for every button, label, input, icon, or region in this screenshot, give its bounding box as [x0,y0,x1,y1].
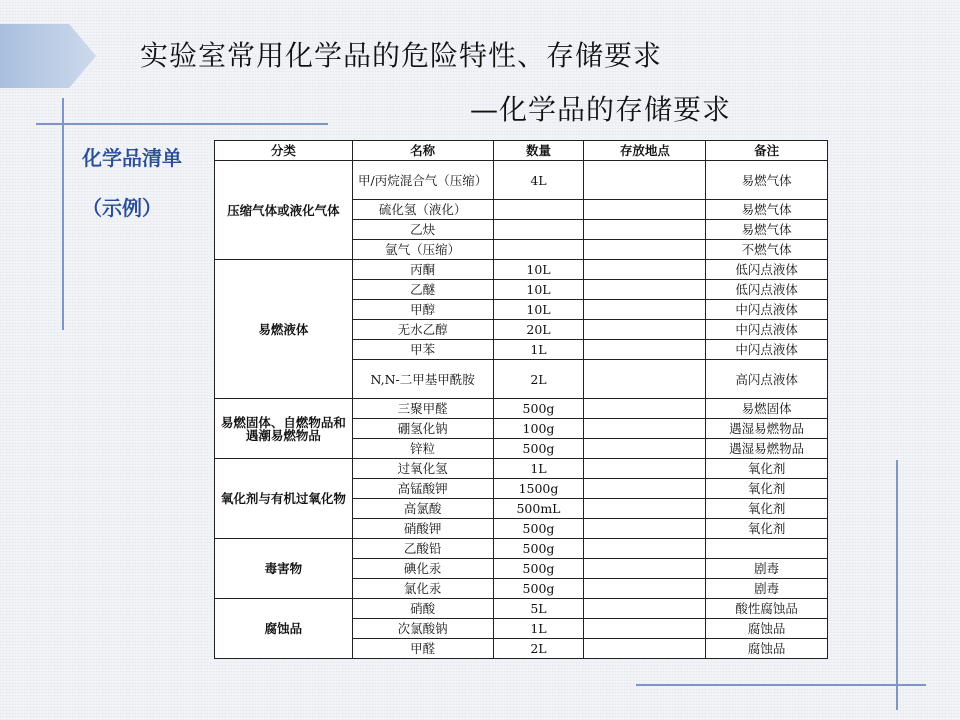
quantity-cell: 1L [493,619,584,639]
chemical-name-cell: 乙炔 [352,220,493,240]
quantity-cell: 10L [493,300,584,320]
location-cell [584,639,706,659]
location-cell [584,559,706,579]
note-cell: 剧毒 [706,559,828,579]
location-cell [584,360,706,399]
note-cell: 中闪点液体 [706,320,828,340]
quantity-cell: 500g [493,579,584,599]
location-cell [584,439,706,459]
location-cell [584,161,706,200]
header-category: 分类 [215,141,353,161]
location-cell [584,479,706,499]
top-horizontal-rule [36,123,328,125]
location-cell [584,260,706,280]
title-chevron-decoration [0,24,96,88]
note-cell: 易燃气体 [706,220,828,240]
note-cell: 易燃气体 [706,200,828,220]
table-row [215,161,828,200]
chemical-name-cell: 乙醚 [352,280,493,300]
chemical-name-cell: 甲醛 [352,639,493,659]
category-cell: 压缩气体或液化气体 [215,161,353,260]
chemical-name-cell: 过氧化氢 [352,459,493,479]
chemical-name-cell: 丙酮 [352,260,493,280]
location-cell [584,220,706,240]
quantity-cell: 1L [493,340,584,360]
note-cell: 酸性腐蚀品 [706,599,828,619]
quantity-cell: 1L [493,459,584,479]
quantity-cell: 100g [493,419,584,439]
category-cell: 毒害物 [215,539,353,599]
quantity-cell [493,220,584,240]
quantity-cell: 500g [493,439,584,459]
location-cell [584,519,706,539]
chemical-name-cell: 硝酸 [352,599,493,619]
chemical-name-cell: 甲/丙烷混合气（压缩） [352,161,493,200]
note-cell [706,539,828,559]
quantity-cell: 5L [493,599,584,619]
location-cell [584,340,706,360]
note-cell: 遇湿易燃物品 [706,419,828,439]
location-cell [584,419,706,439]
note-cell: 高闪点液体 [706,360,828,399]
location-cell [584,399,706,419]
quantity-cell [493,200,584,220]
chemical-name-cell: 氩气（压缩） [352,240,493,260]
page-subtitle: —化学品的存储要求 [470,93,732,126]
category-cell: 易燃液体 [215,260,353,399]
chemical-name-cell: 氯化汞 [352,579,493,599]
quantity-cell: 2L [493,639,584,659]
note-cell: 氧化剂 [706,499,828,519]
side-note: （示例） [82,196,162,220]
side-label: 化学品清单 [82,146,182,170]
chemical-name-cell: 乙酸铅 [352,539,493,559]
note-cell: 氧化剂 [706,479,828,499]
location-cell [584,619,706,639]
note-cell: 腐蚀品 [706,639,828,659]
quantity-cell: 500g [493,399,584,419]
chemical-name-cell: 碘化汞 [352,559,493,579]
note-cell: 剧毒 [706,579,828,599]
location-cell [584,320,706,340]
quantity-cell: 500g [493,519,584,539]
table-row [215,539,828,559]
quantity-cell: 2L [493,360,584,399]
quantity-cell: 500g [493,559,584,579]
table-row [215,399,828,419]
quantity-cell: 500g [493,539,584,559]
location-cell [584,499,706,519]
left-vertical-rule [62,98,64,330]
location-cell [584,539,706,559]
chemical-name-cell: 三聚甲醛 [352,399,493,419]
table-row [215,599,828,619]
quantity-cell: 20L [493,320,584,340]
chemical-list-table [214,140,828,659]
chemical-name-cell: 硫化氢（液化） [352,200,493,220]
chemical-name-cell: 甲醇 [352,300,493,320]
note-cell: 不燃气体 [706,240,828,260]
location-cell [584,200,706,220]
note-cell: 腐蚀品 [706,619,828,639]
note-cell: 易燃气体 [706,161,828,200]
category-cell: 易燃固体、自燃物品和遇潮易燃物品 [215,399,353,459]
note-cell: 低闪点液体 [706,280,828,300]
chemical-name-cell: 高锰酸钾 [352,479,493,499]
location-cell [584,599,706,619]
table-header-row [215,141,828,161]
header-location: 存放地点 [584,141,706,161]
header-quantity: 数量 [493,141,584,161]
location-cell [584,240,706,260]
category-cell: 腐蚀品 [215,599,353,659]
chemical-name-cell: N,N-二甲基甲酰胺 [352,360,493,399]
table-row [215,260,828,280]
right-vertical-rule [896,460,898,710]
location-cell [584,459,706,479]
note-cell: 氧化剂 [706,459,828,479]
chemical-name-cell: 硼氢化钠 [352,419,493,439]
quantity-cell: 1500g [493,479,584,499]
bottom-horizontal-rule [636,684,926,686]
note-cell: 氧化剂 [706,519,828,539]
header-note: 备注 [706,141,828,161]
location-cell [584,579,706,599]
location-cell [584,280,706,300]
quantity-cell: 500mL [493,499,584,519]
chemical-name-cell: 无水乙醇 [352,320,493,340]
page-title: 实验室常用化学品的危险特性、存储要求 [140,39,663,72]
chemical-name-cell: 硝酸钾 [352,519,493,539]
chemical-name-cell: 锌粒 [352,439,493,459]
chemical-name-cell: 高氯酸 [352,499,493,519]
note-cell: 易燃固体 [706,399,828,419]
category-cell: 氧化剂与有机过氧化物 [215,459,353,539]
note-cell: 中闪点液体 [706,300,828,320]
note-cell: 低闪点液体 [706,260,828,280]
quantity-cell: 10L [493,280,584,300]
quantity-cell [493,240,584,260]
table-body [215,161,828,659]
note-cell: 遇湿易燃物品 [706,439,828,459]
note-cell: 中闪点液体 [706,340,828,360]
header-name: 名称 [352,141,493,161]
location-cell [584,300,706,320]
chemical-name-cell: 甲苯 [352,340,493,360]
quantity-cell: 10L [493,260,584,280]
table-row [215,459,828,479]
quantity-cell: 4L [493,161,584,200]
chemical-name-cell: 次氯酸钠 [352,619,493,639]
